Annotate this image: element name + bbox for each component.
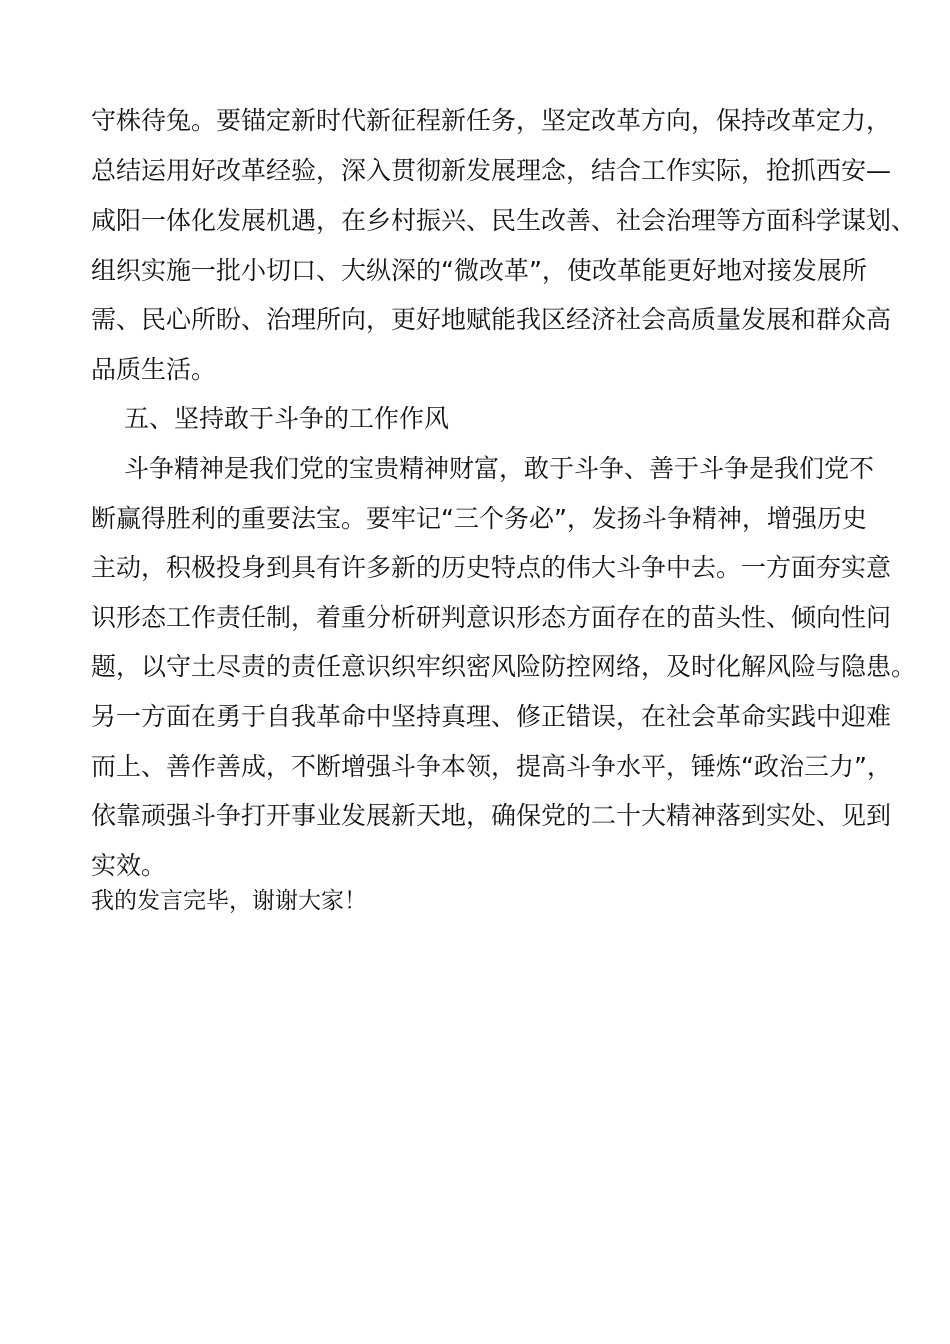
section-heading: 五、坚持敢于斗争的工作作风 (124, 404, 450, 433)
text-line: 另一方面在勇于自我革命中坚持真理、修正错误，在社会革命实践中迎难 (91, 702, 892, 731)
text-line: 题，以守土尽责的责任意识织牢织密风险防控网络，及时化解风险与隐患。 (91, 652, 917, 681)
text-line: 主动，积极投身到具有许多新的历史特点的伟大斗争中去。一方面夯实意 (91, 553, 892, 582)
text-line: 总结运用好改革经验，深入贯彻新发展理念，结合工作实际，抢抓西安— (91, 156, 892, 185)
text-line: 品质生活。 (91, 355, 217, 384)
text-line: 需、民心所盼、治理所向，更好地赋能我区经济社会高质量发展和群众高 (91, 305, 892, 334)
text-line: 依靠顽强斗争打开事业发展新天地，确保党的二十大精神落到实处、见到 (91, 801, 892, 830)
text-line: 而上、善作善成，不断增强斗争本领，提高斗争水平，锤炼“政治三力”， (91, 752, 892, 781)
closing-remark: 我的发言完毕，谢谢大家！ (91, 888, 367, 914)
text-line: 斗争精神是我们党的宝贵精神财富，敢于斗争、善于斗争是我们党不 (124, 454, 875, 483)
text-line: 组织实施一批小切口、大纵深的“微改革”，使改革能更好地对接发展所 (91, 256, 867, 285)
text-line: 实效。 (91, 851, 167, 880)
text-line: 断赢得胜利的重要法宝。要牢记“三个务必”，发扬斗争精神，增强历史 (91, 504, 867, 533)
text-line: 咸阳一体化发展机遇，在乡村振兴、民生改善、社会治理等方面科学谋划、 (91, 206, 917, 235)
text-line: 守株待兔。要锚定新时代新征程新任务，坚定改革方向，保持改革定力， (91, 106, 892, 135)
text-line: 识形态工作责任制，着重分析研判意识形态方面存在的苗头性、倾向性问 (91, 603, 892, 632)
